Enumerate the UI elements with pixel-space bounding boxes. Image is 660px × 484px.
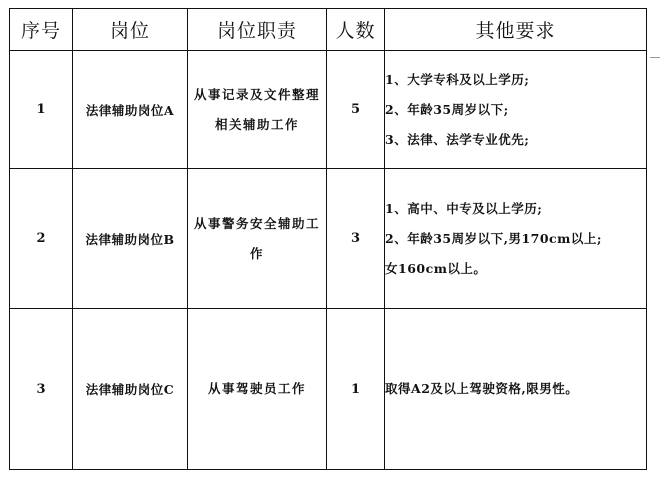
table-row bbox=[10, 309, 647, 470]
row-headcount: 3 bbox=[327, 169, 385, 309]
row-headcount: 5 bbox=[327, 51, 385, 169]
requirement-line: 3、法律、法学专业优先; bbox=[385, 131, 530, 147]
row-headcount: 1 bbox=[327, 309, 385, 470]
row-duty: 从事警务安全辅助工作 bbox=[188, 169, 327, 309]
header-other-requirements: 其他要求 bbox=[385, 9, 647, 51]
row-duty: 从事驾驶员工作 bbox=[188, 309, 327, 470]
header-duty: 岗位职责 bbox=[188, 9, 327, 51]
row-serial-number: 2 bbox=[10, 169, 73, 309]
header-headcount: 人数 bbox=[327, 9, 385, 51]
row-serial-number: 3 bbox=[10, 309, 73, 470]
requirement-line: 2、年龄35周岁以下; bbox=[385, 101, 509, 117]
table-row bbox=[10, 51, 647, 169]
table-row bbox=[10, 169, 647, 309]
table-header-row bbox=[10, 9, 647, 51]
requirement-line: 取得A2及以上驾驶资格,限男性。 bbox=[385, 381, 579, 396]
requirement-line: 2、年龄35周岁以下,男170cm以上; bbox=[385, 230, 602, 246]
row-serial-number: 1 bbox=[10, 51, 73, 169]
header-position: 岗位 bbox=[73, 9, 188, 51]
row-requirements bbox=[385, 51, 647, 169]
row-position: 法律辅助岗位B bbox=[73, 169, 188, 309]
row-duty: 从事记录及文件整理相关辅助工作 bbox=[188, 51, 327, 169]
row-requirements bbox=[385, 169, 647, 309]
row-requirements bbox=[385, 309, 647, 470]
row-position: 法律辅助岗位C bbox=[73, 309, 188, 470]
requirement-line: 1、大学专科及以上学历; bbox=[385, 71, 530, 87]
row-position: 法律辅助岗位A bbox=[73, 51, 188, 169]
requirement-line: 女160cm以上。 bbox=[385, 260, 487, 276]
header-serial-number: 序号 bbox=[10, 9, 73, 51]
requirement-line: 1、高中、中专及以上学历; bbox=[385, 200, 543, 216]
edge-divider bbox=[650, 57, 660, 58]
recruitment-table bbox=[9, 8, 647, 470]
